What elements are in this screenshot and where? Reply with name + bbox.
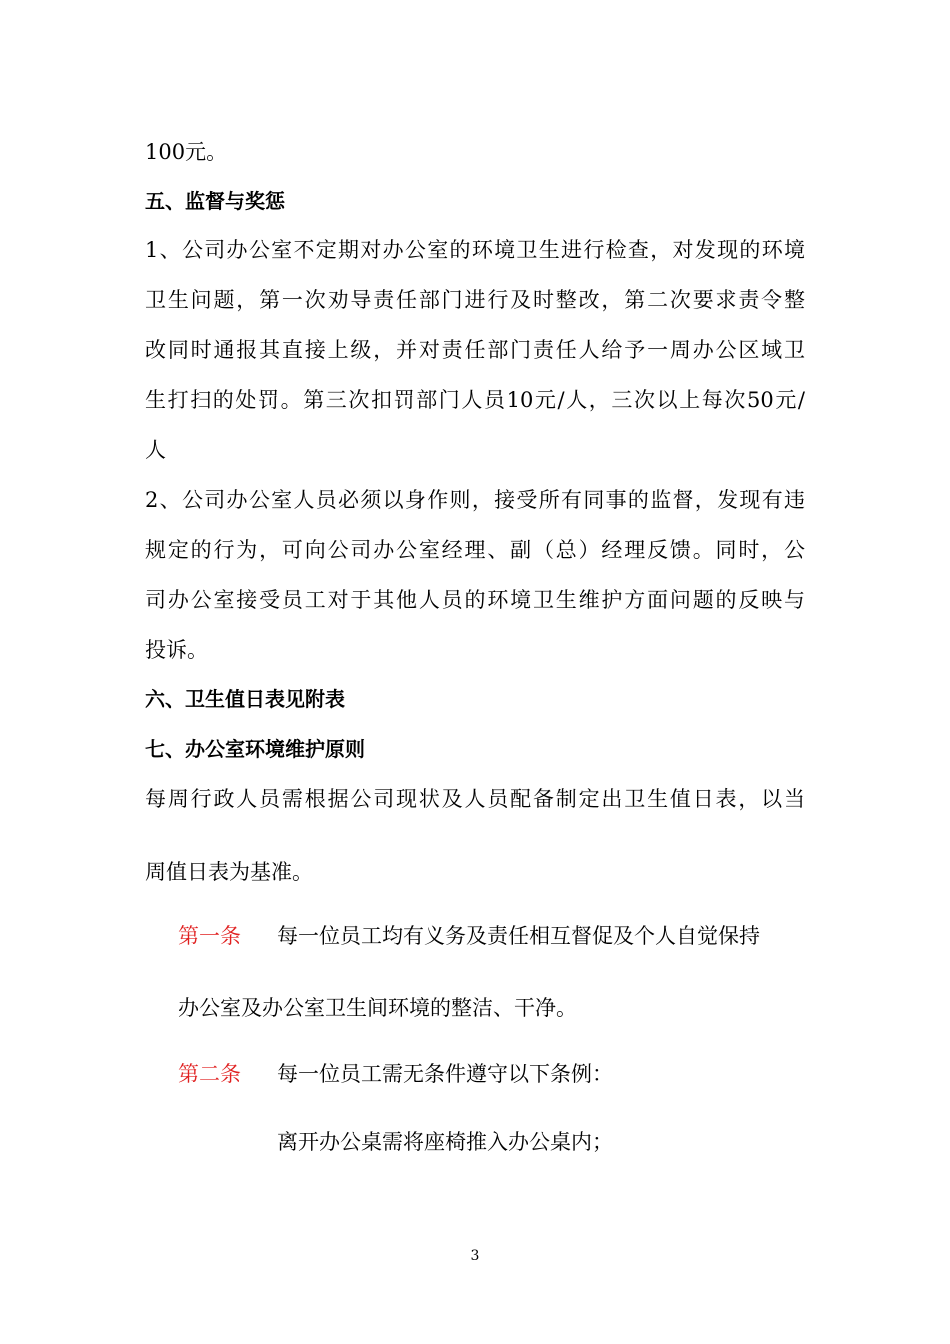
paragraph-line: 改同时通报其直接上级，并对责任部门责任人给予一周办公区域卫 [145, 338, 805, 362]
paragraph-line: 周值日表为基准。 [145, 860, 313, 884]
article-1-text-continued: 办公室及办公室卫生间环境的整洁、干净。 [178, 996, 577, 1020]
paragraph-line: 每周行政人员需根据公司现状及人员配备制定出卫生值日表，以当 [145, 787, 805, 811]
section-heading-6: 六、卫生值日表见附表 [145, 687, 345, 711]
article-2-text: 每一位员工需无条件遵守以下条例： [277, 1062, 613, 1086]
paragraph-line: 人 [145, 438, 166, 462]
article-2-item: 离开办公桌需将座椅推入办公桌内； [277, 1130, 613, 1154]
paragraph-line: 100元。 [145, 140, 228, 164]
paragraph-line: 2、公司办公室人员必须以身作则，接受所有同事的监督，发现有违 [145, 488, 805, 512]
paragraph-line: 司办公室接受员工对于其他人员的环境卫生维护方面问题的反映与 [145, 588, 805, 612]
article-2-label: 第二条 [178, 1062, 241, 1086]
paragraph-line: 1、公司办公室不定期对办公室的环境卫生进行检查，对发现的环境 [145, 238, 805, 262]
section-heading-5: 五、监督与奖惩 [145, 189, 285, 213]
page-number: 3 [470, 1248, 480, 1264]
paragraph-line: 卫生问题，第一次劝导责任部门进行及时整改，第二次要求责令整 [145, 288, 805, 312]
article-1-text: 每一位员工均有义务及责任相互督促及个人自觉保持 [277, 924, 760, 948]
paragraph-line: 规定的行为，可向公司办公室经理、副（总）经理反馈。同时，公 [145, 538, 805, 562]
paragraph-line: 投诉。 [145, 638, 208, 662]
article-1-label: 第一条 [178, 924, 241, 948]
paragraph-line: 生打扫的处罚。第三次扣罚部门人员10元/人，三次以上每次50元/ [145, 388, 805, 412]
section-heading-7: 七、办公室环境维护原则 [145, 737, 365, 761]
